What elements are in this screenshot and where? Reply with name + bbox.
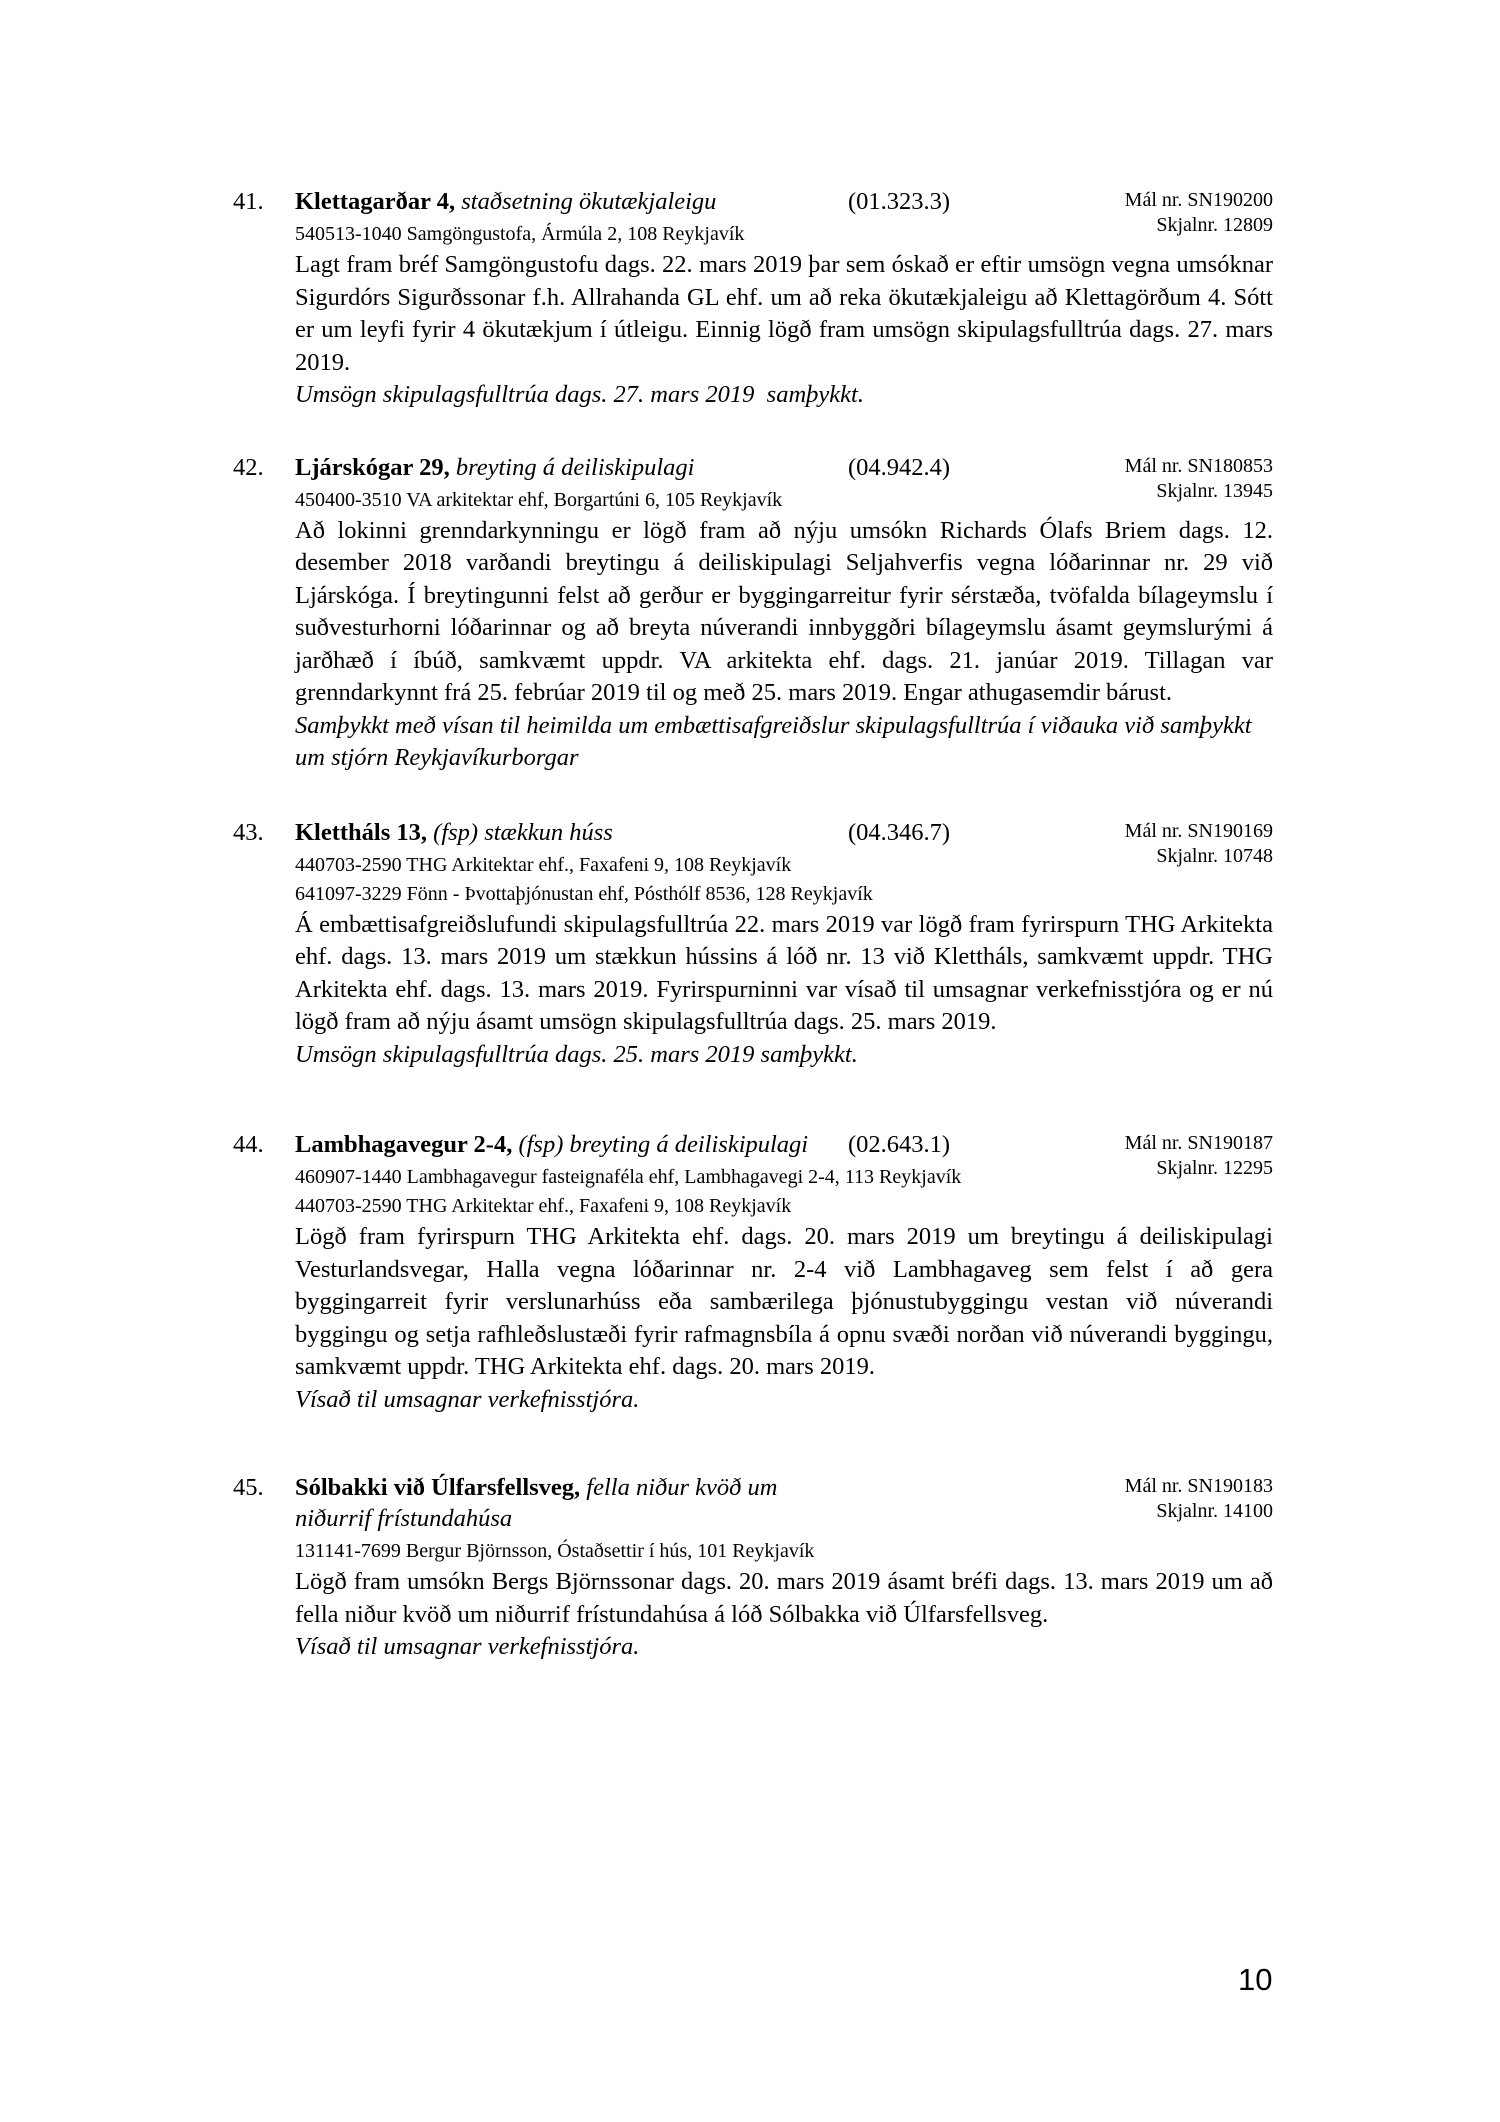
item-number: 41. [233,188,264,215]
item-title: Lambhagavegur 2-4, [295,1131,513,1158]
minutes-content [233,186,1273,1664]
item-category-code: (04.346.7) [848,818,951,846]
item-title-block [295,452,850,483]
item-number: 43. [233,818,264,846]
item-body: Lögð fram fyrirspurn THG Arkitekta ehf. dags. 20. mars 2019 um breytingu á deiliskipulagi Vesturlandsvegar, Halla vegna lóðarinnar nr. 2-4 við Lambhagaveg sem felst í að gera byggingarreit fyrir verslunarhúss eða sambærilega þjónustubyggingu vestan við núverandi byggingu og setja rafhleðslustæði fyrir rafmagnsbíla á opnu svæði norðan við núverandi byggingu, samkvæmt uppdr. THG Arkitekta ehf. dags. 20. mars 2019. [295,1223,1273,1380]
party-line: 440703-2590 THG Arkitektar ehf., Faxafeni 9, 108 Reykjavík [295,1195,792,1217]
item-category-code: (02.643.1) [848,1131,951,1158]
item-header [233,1472,1273,1534]
case-number: Mál nr. SN190183 [1124,1475,1273,1497]
item-decision: Vísað til umsagnar verkefnisstjóra. [295,1385,640,1413]
item-subtitle: fella niður kvöð um niðurrif frístundahúsa [295,1474,778,1532]
item-title: Klettháls 13, [295,818,428,846]
item-number: 44. [233,1131,264,1158]
party-line: 131141-7699 Bergur Björnsson, Óstaðsettir í hús, 101 Reykjavík [295,1540,815,1562]
item-decision: Vísað til umsagnar verkefnisstjóra. [295,1633,640,1660]
document-number: Skjalnr. 12809 [1156,214,1273,236]
case-numbers [1125,188,1273,238]
case-numbers [1125,1474,1273,1524]
party-line: 540513-1040 Samgöngustofa, Ármúla 2, 108 Reykjavík [295,223,745,245]
item-body: Að lokinni grenndarkynningu er lögð fram að nýju umsókn Richards Ólafs Briem dags. 12. desember 2018 varðandi breytingu á deiliskipulagi Seljahverfis vegna lóðarinnar nr. 29 við Ljárskóga. Í breytingunni felst að gerður er byggingarreitur fyrir sérstæða, tvöfalda bílageymslu í suðvesturhorni lóðarinnar og að breyta núverandi innbyggðri bílageymslu ásamt geymslurými á jarðhæð í íbúð, samkvæmt uppdr. VA arkitekta ehf. dags. 21. janúar 2019. Tillagan var grenndarkynnt frá 25. febrúar 2019 til og með 25. mars 2019. Engar athugasemdir bárust. [295,516,1273,706]
document-number: Skjalnr. 10748 [1156,844,1273,867]
item-subtitle: (fsp) breyting á deiliskipulagi [518,1131,809,1158]
agenda-item [233,452,1273,775]
item-title: Klettagarðar 4, [295,188,456,215]
item-subtitle: staðsetning ökutækjaleigu [461,188,717,215]
item-category-code: (01.323.3) [848,188,951,215]
item-title: Ljárskógar 29, [295,453,450,481]
item-number: 45. [233,1474,264,1501]
agenda-item [233,817,1273,1072]
item-decision: Umsögn skipulagsfulltrúa dags. 27. mars 2019 samþykkt. [295,381,864,408]
case-numbers [1125,819,1273,869]
case-number: Mál nr. SN180853 [1124,454,1273,477]
party-line: 440703-2590 THG Arkitektar ehf., Faxafeni 9, 108 Reykjavík [295,853,792,876]
item-title-block [295,1129,850,1160]
case-numbers [1125,1131,1273,1181]
item-body: Lagt fram bréf Samgöngustofu dags. 22. mars 2019 þar sem óskað er eftir umsögn vegna umsóknar Sigurdórs Sigurðssonar f.h. Allrahanda GL ehf. um að reka ökutækjaleigu að Klettagörðum 4. Sótt er um leyfi fyrir 4 ökutækjum í útleigu. Einnig lögð fram umsögn skipulagsfulltrúa dags. 27. mars 2019. [295,251,1273,376]
item-subtitle: (fsp) stækkun húss [433,818,613,846]
item-subtitle: breyting á deiliskipulagi [455,453,695,481]
agenda-item [233,1472,1273,1664]
item-title: Sólbakki við Úlfarsfellsveg, [295,1474,581,1501]
page-number: 10 [1238,1962,1273,1997]
item-category-code: (04.942.4) [848,453,951,481]
item-decision: Umsögn skipulagsfulltrúa dags. 25. mars 2019 samþykkt. [295,1040,858,1068]
party-line: 460907-1440 Lambhagavegur fasteignaféla ehf, Lambhagavegi 2-4, 113 Reykjavík [295,1166,962,1188]
item-number: 42. [233,453,264,481]
item-body: Á embættisafgreiðslufundi skipulagsfulltrúa 22. mars 2019 var lögð fram fyrirspurn THG Arkitekta ehf. dags. 13. mars 2019 um stækkun hússins á lóð nr. 13 við Klettháls, samkvæmt uppdr. THG Arkitekta ehf. dags. 13. mars 2019. Fyrirspurninni var vísað til umsagnar verkefnisstjóra og er nú lögð fram að nýju ásamt umsögn skipulagsfulltrúa dags. 25. mars 2019. [295,910,1273,1035]
item-title-block [295,817,850,848]
item-title-block [295,1472,850,1534]
agenda-item [233,186,1273,412]
item-body: Lögð fram umsókn Bergs Björnssonar dags. 20. mars 2019 ásamt bréfi dags. 13. mars 2019 um að fella niður kvöð um niðurrif frístundahúsa á lóð Sólbakka við Úlfarsfellsveg. [295,1568,1273,1628]
document-number: Skjalnr. 13945 [1156,479,1273,502]
document-number: Skjalnr. 12295 [1156,1157,1273,1179]
item-title-block [295,186,850,217]
agenda-item [233,1129,1273,1416]
case-numbers [1125,454,1273,504]
document-number: Skjalnr. 14100 [1156,1500,1273,1522]
party-line: 641097-3229 Fönn - Þvottaþjónustan ehf, Pósthólf 8536, 128 Reykjavík [295,882,873,905]
case-number: Mál nr. SN190187 [1124,1132,1273,1154]
case-number: Mál nr. SN190200 [1124,189,1273,211]
case-number: Mál nr. SN190169 [1124,819,1273,842]
item-decision: Samþykkt með vísan til heimilda um embættisafgreiðslur skipulagsfulltrúa í viðauka við samþykkt um stjórn Reykjavíkurborgar [295,711,1258,771]
party-line: 450400-3510 VA arkitektar ehf, Borgartúni 6, 105 Reykjavík [295,488,783,511]
